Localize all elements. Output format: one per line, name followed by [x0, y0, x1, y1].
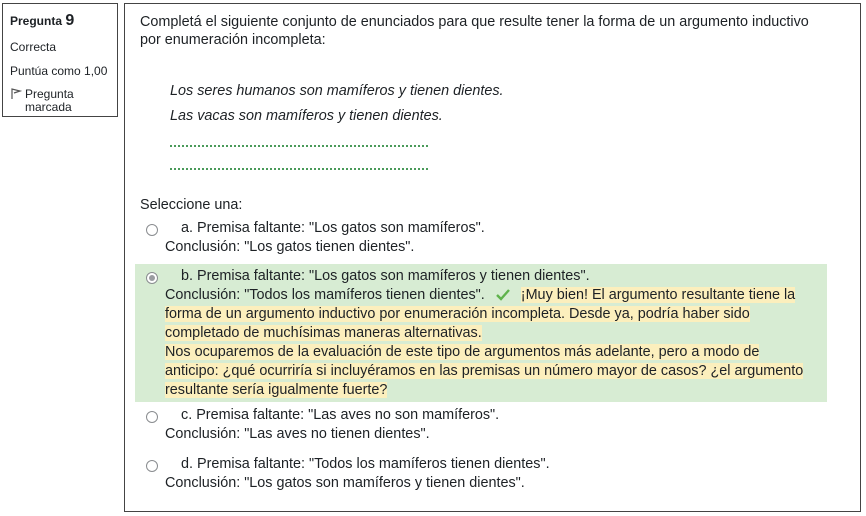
question-state: Correcta: [10, 40, 57, 54]
flag-icon: [10, 88, 22, 100]
answer-option-a[interactable]: [135, 219, 827, 257]
answer-option-c[interactable]: [135, 406, 827, 444]
feedback-line-3: completado de muchísimas maneras alternativas.: [165, 325, 482, 341]
option-conclusion: Conclusión: "Las aves no tienen dientes".: [165, 426, 430, 442]
option-letter: b.: [181, 268, 194, 284]
answer-prompt: Seleccione una:: [140, 197, 243, 213]
premise-2: Las vacas son mamíferos y tienen dientes.: [170, 108, 443, 124]
question-label: Pregunta: [10, 14, 63, 28]
option-premise: Premisa faltante: "Los gatos son mamíferos y tienen dientes".: [197, 268, 590, 284]
radio-b[interactable]: [146, 272, 158, 284]
question-grade: Puntúa como 1,00: [10, 64, 108, 78]
blank-premise-line: [170, 145, 428, 147]
question-number: [10, 12, 110, 30]
option-conclusion: Conclusión: "Los gatos tienen dientes".: [165, 239, 415, 255]
option-premise: Premisa faltante: "Los gatos son mamíferos".: [197, 220, 485, 236]
answer-option-d[interactable]: [135, 455, 827, 493]
radio-c[interactable]: [146, 411, 158, 423]
flag-label: Pregunta marcada: [25, 87, 74, 114]
answer-option-b[interactable]: [135, 264, 827, 402]
option-premise: Premisa faltante: "Todos los mamíferos tienen dientes".: [197, 456, 550, 472]
feedback-line-1: ¡Muy bien! El argumento resultante tiene la: [520, 287, 796, 303]
question-content: [124, 3, 861, 512]
radio-a[interactable]: [146, 224, 158, 236]
option-conclusion: Conclusión: "Los gatos son mamíferos y tienen dientes".: [165, 475, 525, 491]
option-letter: d.: [181, 456, 194, 472]
feedback-line-2: forma de un argumento inductivo por enumeración incompleta. Desde ya, podría haber sido: [165, 306, 750, 322]
radio-d[interactable]: [146, 460, 158, 472]
question-info-panel: [2, 3, 118, 117]
question-text: Completá el siguiente conjunto de enunciados para que resulte tener la forma de un argumento inductivo por enumeración incompleta:: [140, 14, 809, 48]
feedback-line-5: anticipo: ¿qué ocurriría si incluyéramos en las premisas un número mayor de casos? ¿el argumento: [165, 363, 804, 379]
question-number-value: 9: [65, 12, 75, 29]
premise-1: Los seres humanos son mamíferos y tienen dientes.: [170, 83, 504, 99]
flag-question-toggle[interactable]: [10, 88, 110, 114]
check-icon: [495, 288, 511, 302]
option-premise: Premisa faltante: "Las aves no son mamíferos".: [196, 407, 500, 423]
option-letter: a.: [181, 220, 194, 236]
blank-conclusion-line: [170, 168, 428, 170]
option-conclusion: Conclusión: "Todos los mamíferos tienen dientes".: [165, 287, 485, 303]
option-letter: c.: [181, 407, 193, 423]
feedback-line-4: Nos ocuparemos de la evaluación de este tipo de argumentos más adelante, pero a modo de: [165, 344, 760, 360]
feedback-line-6: resultante sería igualmente fuerte?: [165, 382, 388, 398]
